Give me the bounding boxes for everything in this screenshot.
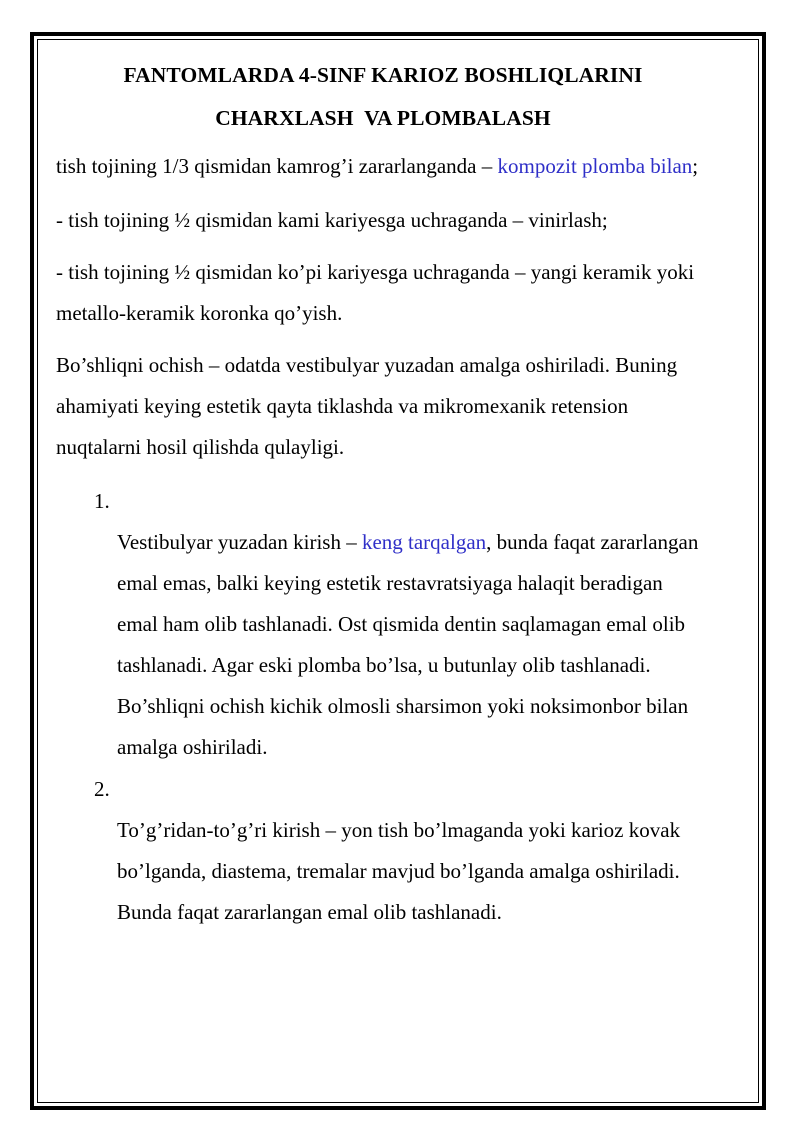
list-item xyxy=(52,481,714,768)
paragraph-text-tail: ; xyxy=(692,154,699,178)
paragraph-highlight: kompozit plomba bilan xyxy=(497,154,693,178)
list-item-highlight: keng tarqalgan xyxy=(361,530,487,554)
list-item-marker: 2. xyxy=(94,777,110,801)
page-frame-outer xyxy=(30,32,766,1110)
page-title-line-1: FANTOMLARDA 4-SINF KARIOZ BOSHLIQLARINI xyxy=(123,63,643,87)
list-item-text-lead: Vestibulyar yuzadan kirish – xyxy=(117,530,362,554)
list-item-text-tail: , bunda faqat zararlangan emal emas, balki keying estetik restavratsiyaga halaqit beradigan emal ham olib tashlanadi. Ost qismida dentin saqlamagan emal olib tashlanadi. Agar eski plomba bo’lsa, u butunlay olib tashlanadi. Bo’shliqni ochish kichik olmosli sharsimon yoki noksimonbor bilan amalga oshiriladi. xyxy=(117,530,699,759)
numbered-list xyxy=(52,481,714,933)
paragraph-text: - tish tojining ½ qismidan ko’pi kariyesga uchraganda – yangi keramik yoki metallo-keramik koronka qo’yish. xyxy=(56,260,695,325)
page-title-line-2: CHARXLASH VA PLOMBALASH xyxy=(215,106,551,130)
list-item-text-lead: To’g’ridan-to’g’ri kirish – yon tish bo’lmaganda yoki karioz kovak bo’lganda, diastema, tremalar mavjud bo’lganda amalga oshiriladi. Bunda faqat zararlangan emal olib tashlanadi. xyxy=(117,818,681,924)
paragraph-text: - tish tojining ½ qismidan kami kariyesga uchraganda – vinirlash; xyxy=(56,208,608,232)
paragraph-composite-filling xyxy=(52,146,714,187)
paragraph-veneer xyxy=(52,200,714,241)
page-frame-inner xyxy=(37,39,759,1103)
paragraph-crown xyxy=(52,252,714,334)
paragraph-cavity-access xyxy=(52,345,714,468)
paragraph-text-lead: tish tojining 1/3 qismidan kamrog’i zararlanganda – xyxy=(56,154,498,178)
list-item-text xyxy=(52,522,714,768)
document-body xyxy=(38,40,758,1102)
list-item xyxy=(52,769,714,933)
list-item-marker: 1. xyxy=(94,489,110,513)
list-item-text xyxy=(52,810,714,933)
page-title xyxy=(52,54,714,140)
paragraph-text: Bo’shliqni ochish – odatda vestibulyar yuzadan amalga oshiriladi. Buning ahamiyati keying estetik qayta tiklashda va mikromexanik retension nuqtalarni hosil qilishda qulayligi. xyxy=(56,353,678,459)
